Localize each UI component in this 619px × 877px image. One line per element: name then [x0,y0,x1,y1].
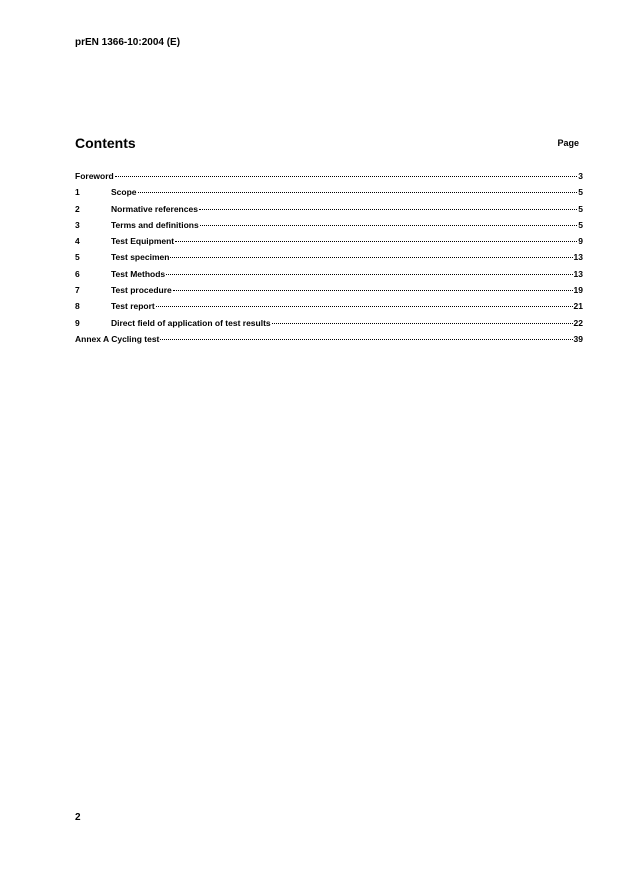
page-number: 2 [75,812,81,823]
toc-entry-scope[interactable] [75,186,583,202]
toc-entry-test-procedure[interactable] [75,284,583,300]
toc-dot-leader [166,274,572,275]
toc-entry-title: Test procedure [111,285,172,296]
toc-entry-terms-and-definitions[interactable] [75,219,583,235]
toc-entry-title: Normative references [111,203,198,214]
toc-entry-title: Test report [111,301,155,312]
toc-dot-leader [160,339,572,340]
toc-dot-leader [115,176,578,177]
toc-entry-title: Scope [111,187,137,198]
toc-entry-number: 7 [75,285,80,296]
toc-entry-page: 3 [578,171,583,181]
toc-entry-number: 4 [75,236,80,247]
toc-entry-number: 9 [75,317,80,328]
toc-entry-number: 2 [75,203,80,214]
toc-entry-page: 9 [578,236,583,247]
toc-entry-page: 5 [578,219,583,230]
contents-title: Contents [75,135,136,151]
toc-dot-leader [156,306,573,307]
toc-entry-number: 6 [75,268,80,279]
toc-entry-page: 19 [573,285,583,296]
toc-entry-direct-field-of-application[interactable] [75,317,583,333]
toc-entry-page: 22 [573,317,583,328]
toc-entry-page: 5 [578,203,583,214]
toc-entry-test-methods[interactable] [75,268,583,284]
table-of-contents [75,170,583,349]
toc-entry-page: 39 [573,333,583,344]
toc-entry-number: 1 [75,187,80,198]
toc-entry-title: Test specimen [111,252,170,263]
toc-entry-number: 8 [75,301,80,312]
toc-entry-number: 5 [75,252,80,263]
toc-entry-title: Test Equipment [111,236,175,247]
page-column-label: Page [557,138,579,148]
toc-entry-title: Annex A Cycling test [75,333,160,344]
toc-dot-leader [175,241,577,242]
toc-entry-test-report[interactable] [75,300,583,316]
toc-dot-leader [173,290,573,291]
toc-entry-page: 5 [578,187,583,198]
toc-entry-title: Test Methods [111,268,166,279]
toc-dot-leader [138,192,578,193]
toc-entry-title: Direct field of application of test results [111,317,271,328]
toc-entry-normative-references[interactable] [75,203,583,219]
toc-entry-number: 3 [75,219,80,230]
toc-dot-leader [272,323,573,324]
toc-entry-annex-a[interactable] [75,333,583,349]
toc-entry-page: 21 [573,301,583,312]
toc-entry-foreword[interactable] [75,170,583,186]
toc-entry-test-equipment[interactable] [75,235,583,251]
toc-dot-leader [199,209,577,210]
toc-entry-title: Terms and definitions [111,219,199,230]
document-id-header: prEN 1366-10:2004 (E) [75,37,181,48]
toc-dot-leader [170,257,572,258]
toc-dot-leader [200,225,578,226]
toc-entry-page: 13 [573,252,583,263]
toc-entry-title: Foreword [75,171,114,181]
toc-entry-page: 13 [573,268,583,279]
toc-entry-test-specimen[interactable] [75,251,583,267]
